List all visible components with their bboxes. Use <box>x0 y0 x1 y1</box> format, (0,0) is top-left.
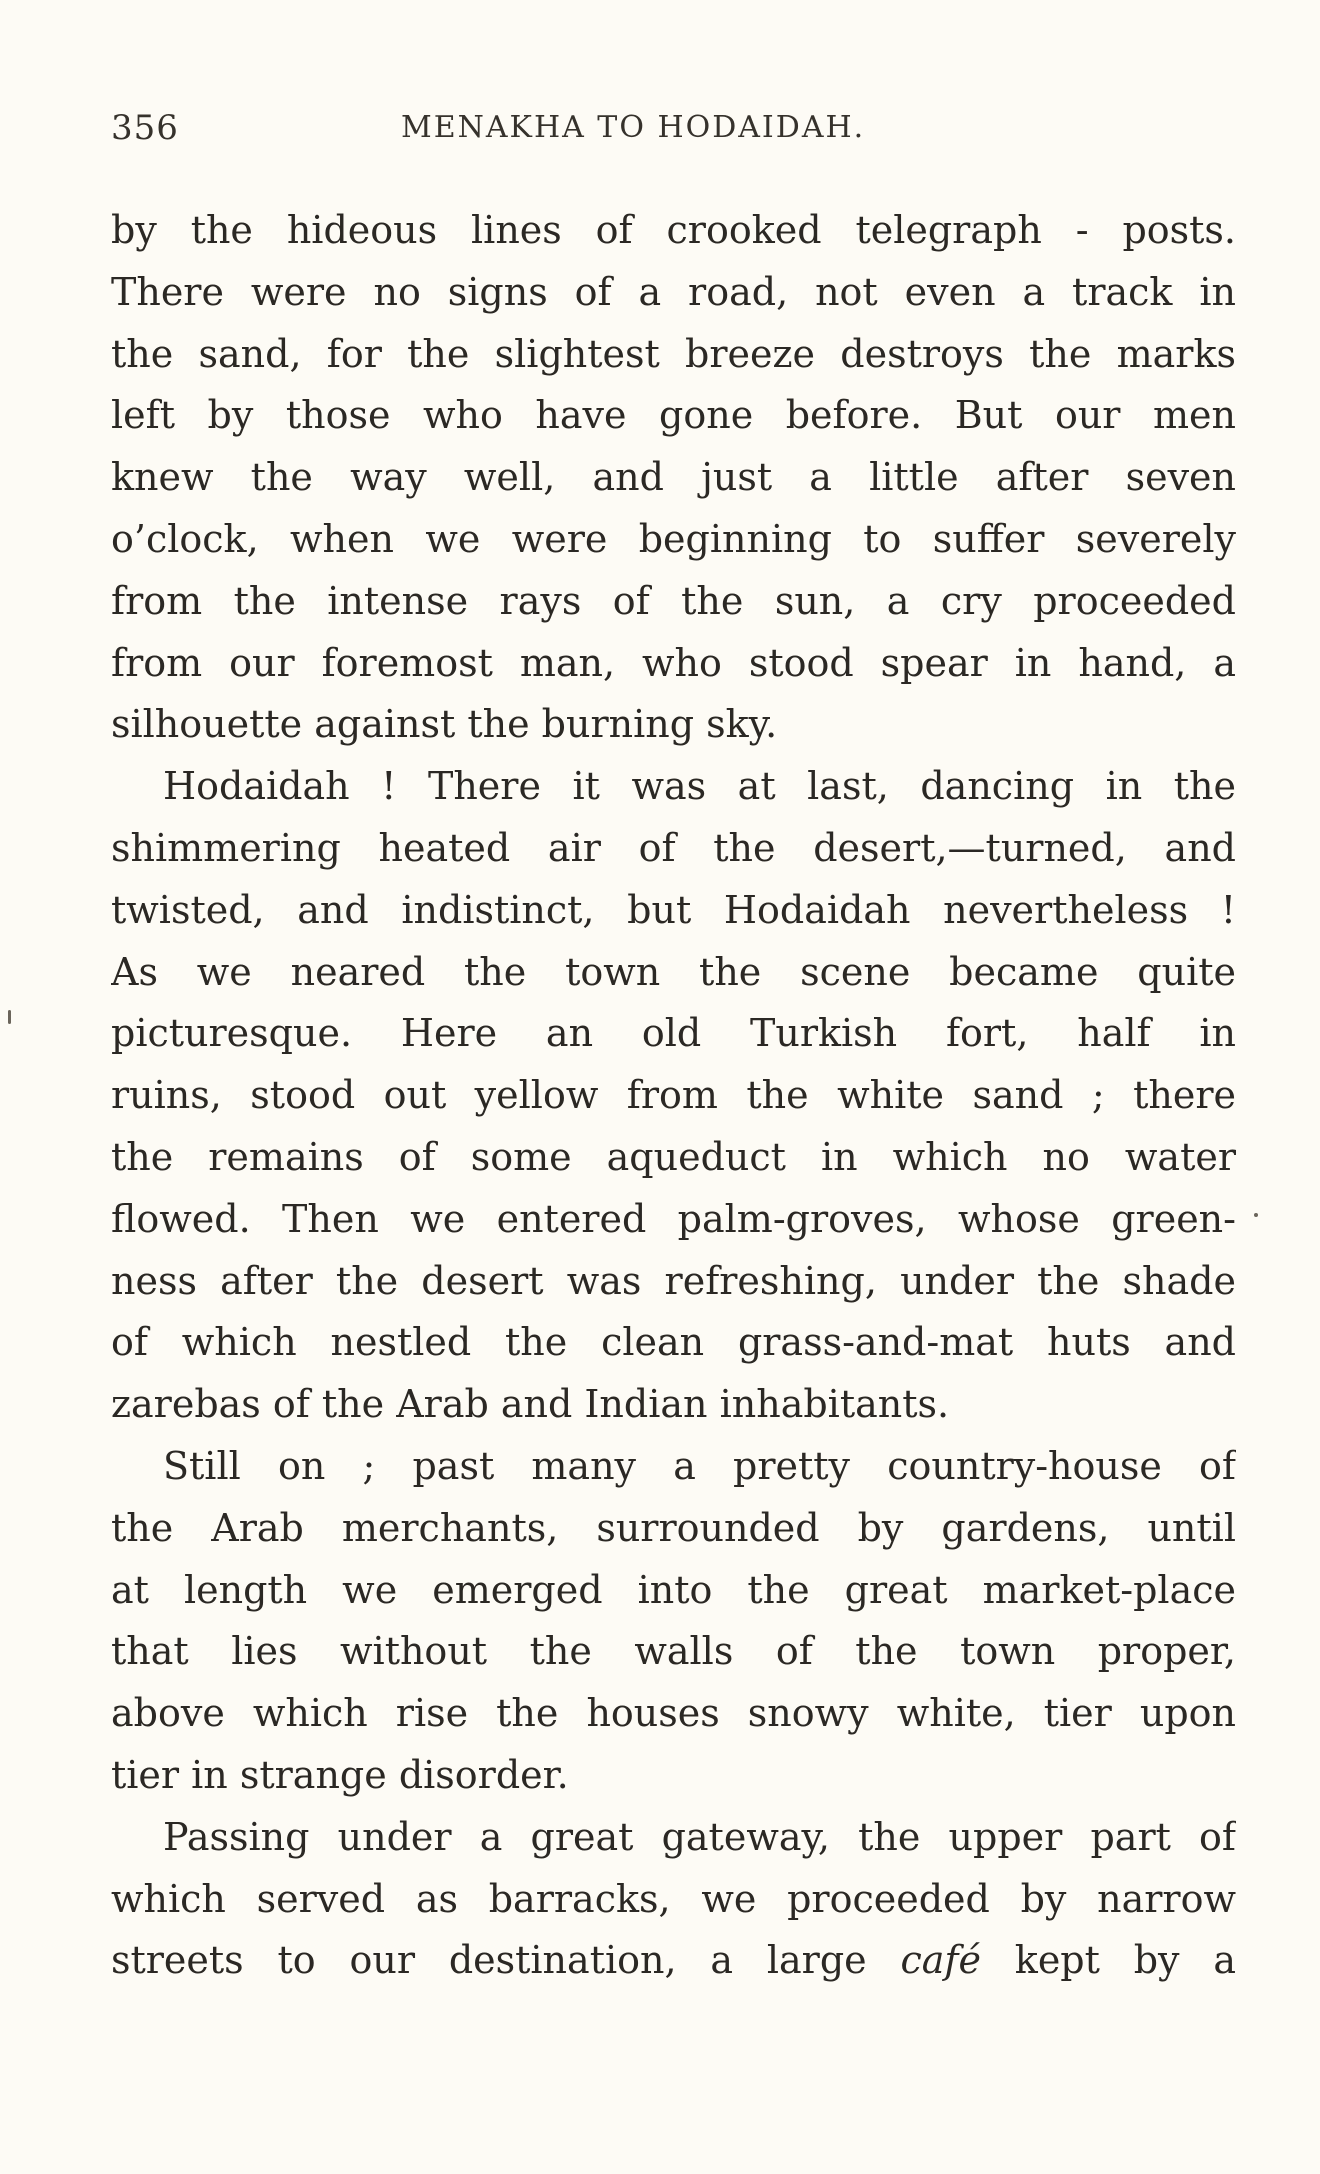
text-segment: streets to our destination, a large <box>111 1938 901 1983</box>
text-line: As we neared the town the scene became quite <box>111 949 1236 994</box>
paragraph-start-line: Passing under a great gateway, the upper part of <box>163 1814 1236 1859</box>
text-line: the sand, for the slightest breeze destroys the marks <box>111 331 1236 376</box>
text-line: twisted, and indistinct, but Hodaidah nevertheless ! <box>111 887 1236 932</box>
body-text <box>111 200 1236 1992</box>
print-speck <box>1254 1213 1258 1217</box>
text-line: from the intense rays of the sun, a cry proceeded <box>111 578 1236 623</box>
text-line: picturesque. Here an old Turkish fort, half in <box>111 1011 1236 1056</box>
text-line: that lies without the walls of the town proper, <box>111 1629 1236 1674</box>
text-line: shimmering heated air of the desert,—turned, and <box>111 825 1236 870</box>
print-speck <box>8 1010 11 1024</box>
paragraph-start-line: Hodaidah ! There it was at last, dancing in the <box>163 764 1236 809</box>
text-line: ruins, stood out yellow from the white sand ; there <box>111 1073 1236 1118</box>
text-line: knew the way well, and just a little after seven <box>111 455 1236 500</box>
text-line: the remains of some aqueduct in which no water <box>111 1134 1236 1179</box>
text-line: There were no signs of a road, not even a track in <box>111 269 1236 314</box>
text-line: the Arab merchants, surrounded by gardens, until <box>111 1505 1236 1550</box>
text-line: above which rise the houses snowy white, tier upon <box>111 1691 1236 1736</box>
text-line: flowed. Then we entered palm-groves, whose green- <box>111 1196 1236 1241</box>
italic-word: café <box>900 1938 981 1983</box>
text-line-final <box>111 1930 1236 1992</box>
paragraph-start-line: Still on ; past many a pretty country-house of <box>163 1443 1236 1488</box>
text-line: at length we emerged into the great market-place <box>111 1567 1236 1612</box>
running-title: MENAKHA TO HODAIDAH. <box>401 110 866 145</box>
text-line: left by those who have gone before. But our men <box>111 393 1236 438</box>
text-line: o’clock, when we were beginning to suffer severely <box>111 516 1236 561</box>
page-header <box>111 108 1236 158</box>
text-line: from our foremost man, who stood spear in hand, a <box>111 640 1236 685</box>
page-number: 356 <box>111 108 179 148</box>
text-line: of which nestled the clean grass-and-mat huts and <box>111 1320 1236 1365</box>
text-line: ness after the desert was refreshing, under the shade <box>111 1258 1236 1303</box>
text-line: by the hideous lines of crooked telegraph - posts. <box>111 208 1236 252</box>
text-segment: kept by a <box>980 1938 1236 1983</box>
text-line: zarebas of the Arab and Indian inhabitants. <box>111 1382 950 1427</box>
text-line: which served as barracks, we proceeded by narrow <box>111 1876 1236 1921</box>
text-line: tier in strange disorder. <box>111 1752 569 1797</box>
text-line: silhouette against the burning sky. <box>111 702 778 747</box>
